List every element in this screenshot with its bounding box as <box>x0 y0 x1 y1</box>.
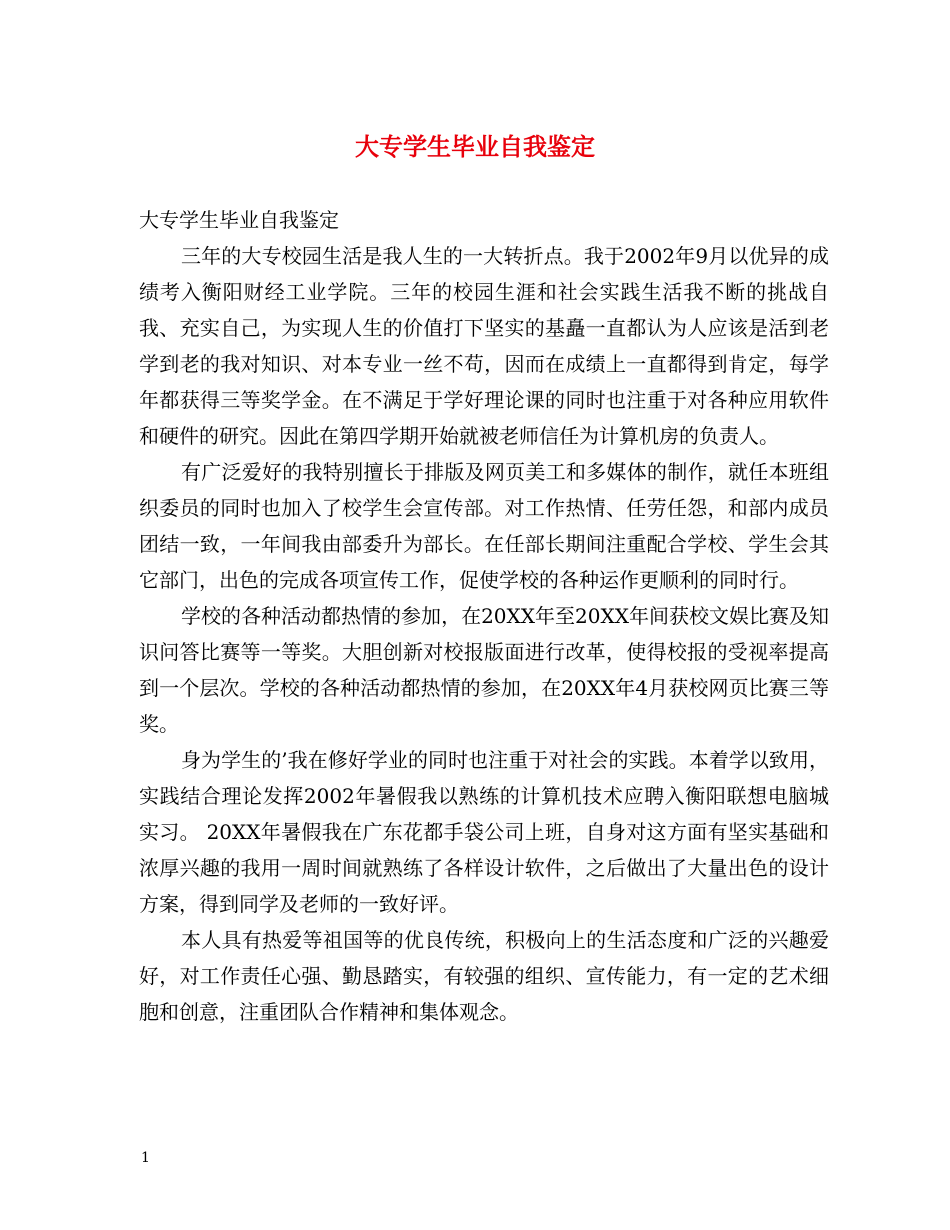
document-subtitle: 大专学生毕业自我鉴定 <box>139 208 339 232</box>
document-title: 大专学生毕业自我鉴定 <box>355 132 595 161</box>
paragraph: 身为学生的’我在修好学业的同时也注重于对社会的实践。本着学以致用，实践结合理论发挥2002年暑假我以熟练的计算机技术应聘入衡阳联想电脑城实习。 20XX年暑假我在广东花都手袋公司上班，自身对这方面有坚实基础和浓厚兴趣的我用一周时间就熟练了各样设计软件，之后做出了大量出色的设计方案，得到同学及老师的一致好评。 <box>139 748 829 916</box>
page-number: 1 <box>141 1150 150 1166</box>
document-body <box>139 202 829 1030</box>
paragraph: 学校的各种活动都热情的参加，在20XX年至20XX年间获校文娱比赛及知识问答比赛等一等奖。大胆创新对校报版面进行改革，使得校报的受视率提高到一个层次。学校的各种活动都热情的参加，在20XX年4月获校网页比赛三等奖。 <box>139 604 829 736</box>
paragraph: 本人具有热爱等祖国等的优良传统，积极向上的生活态度和广泛的兴趣爱好，对工作责任心强、勤恳踏实，有较强的组织、宣传能力，有一定的艺术细胞和创意，注重团队合作精神和集体观念。 <box>139 928 829 1024</box>
paragraph: 三年的大专校园生活是我人生的一大转折点。我于2002年9月以优异的成绩考入衡阳财经工业学院。三年的校园生涯和社会实践生活我不断的挑战自我、充实自己，为实现人生的价值打下坚实的基矗一直都认为人应该是活到老学到老的我对知识、对本专业一丝不苟，因而在成绩上一直都得到肯定，每学年都获得三等奖学金。在不满足于学好理论课的同时也注重于对各种应用软件和硬件的研究。因此在第四学期开始就被老师信任为计算机房的负责人。 <box>139 244 829 448</box>
paragraph: 有广泛爱好的我特别擅长于排版及网页美工和多媒体的制作，就任本班组织委员的同时也加入了校学生会宣传部。对工作热情、任劳任怨，和部内成员团结一致，一年间我由部委升为部长。在任部长期间注重配合学校、学生会其它部门，出色的完成各项宣传工作，促使学校的各种运作更顺利的同时行。 <box>139 460 829 592</box>
